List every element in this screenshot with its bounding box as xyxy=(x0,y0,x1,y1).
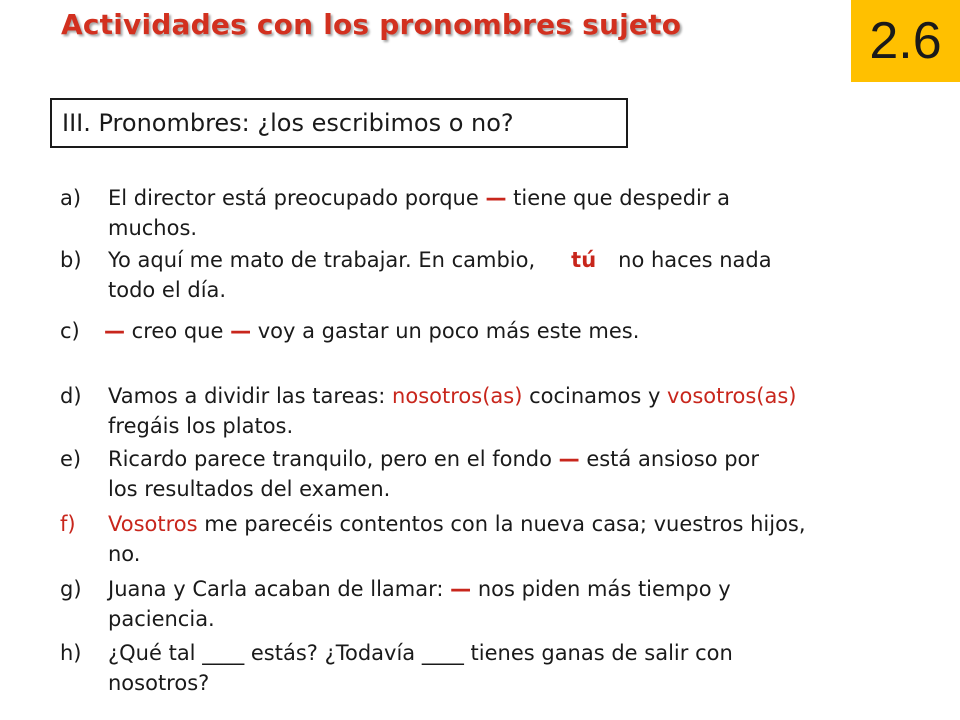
exercise-line-2: no. xyxy=(108,542,141,566)
exercise-line-1 xyxy=(108,381,910,411)
exercise-marker: d) xyxy=(60,384,82,408)
omitted-pronoun-dash: — xyxy=(485,186,507,210)
exercise-line-2: muchos. xyxy=(108,216,198,240)
exercise-b xyxy=(60,245,910,305)
exercise-line-2: los resultados del examen. xyxy=(108,477,391,501)
exercise-text: Vamos a dividir las tareas: xyxy=(108,384,393,408)
exercise-line-1 xyxy=(108,509,910,539)
exercise-line-2: nosotros? xyxy=(108,671,210,695)
exercise-a xyxy=(60,183,910,243)
slide-number-badge: 2.6 xyxy=(851,0,960,82)
answer-pronoun: vosotros(as) xyxy=(667,384,797,408)
omitted-pronoun-dash: — xyxy=(104,319,125,343)
answer-pronoun: nosotros(as) xyxy=(392,384,523,408)
exercise-marker: e) xyxy=(60,447,82,471)
exercise-line-1 xyxy=(104,316,910,346)
exercise-h xyxy=(60,638,910,698)
exercise-e xyxy=(60,444,910,504)
exercise-c xyxy=(60,316,910,346)
exercise-text: Ricardo parece tranquilo, pero en el fondo xyxy=(108,447,559,471)
answer-pronoun: Vosotros xyxy=(108,512,198,536)
omitted-pronoun-dash: — xyxy=(450,577,472,601)
exercise-d xyxy=(60,381,910,441)
exercise-line-1 xyxy=(108,444,910,474)
exercise-text: creo que xyxy=(125,319,231,343)
exercise-marker: c) xyxy=(60,319,80,343)
exercise-text: El director está preocupado porque xyxy=(108,186,486,210)
exercise-text: está ansioso por xyxy=(579,447,760,471)
exercise-line-1 xyxy=(108,245,910,275)
exercise-f xyxy=(60,509,910,569)
exercise-text: no haces nada xyxy=(618,248,772,272)
section-heading: III. Pronombres: ¿los escribimos o no? xyxy=(50,98,628,148)
page-title: Actividades con los pronombres sujeto xyxy=(61,8,682,41)
exercise-line-2: fregáis los platos. xyxy=(108,414,294,438)
exercise-text: me parecéis contentos con la nueva casa; vuestros hijos, xyxy=(197,512,806,536)
exercise-line-1: ¿Qué tal ____ estás? ¿Todavía ____ tienes ganas de salir con xyxy=(108,641,733,665)
exercise-text: Yo aquí me mato de trabajar. En cambio, xyxy=(108,248,536,272)
exercise-text: voy a gastar un poco más este mes. xyxy=(251,319,640,343)
omitted-pronoun-dash: — xyxy=(558,447,580,471)
exercise-text: Juana y Carla acaban de llamar: xyxy=(108,577,451,601)
exercise-marker: a) xyxy=(60,186,82,210)
exercise-text: nos piden más tiempo y xyxy=(471,577,731,601)
exercise-marker: b) xyxy=(60,248,82,272)
exercise-line-2: todo el día. xyxy=(108,278,227,302)
exercise-line-1 xyxy=(108,183,910,213)
exercise-g xyxy=(60,574,910,634)
exercise-text: cocinamos y xyxy=(522,384,668,408)
exercise-marker: f) xyxy=(60,512,76,536)
exercise-text: tiene que despedir a xyxy=(506,186,731,210)
answer-pronoun: tú xyxy=(571,248,597,272)
exercise-marker: h) xyxy=(60,641,82,665)
exercise-line-1 xyxy=(108,574,910,604)
exercise-line-2: paciencia. xyxy=(108,607,215,631)
exercise-marker: g) xyxy=(60,577,82,601)
omitted-pronoun-dash: — xyxy=(230,319,252,343)
